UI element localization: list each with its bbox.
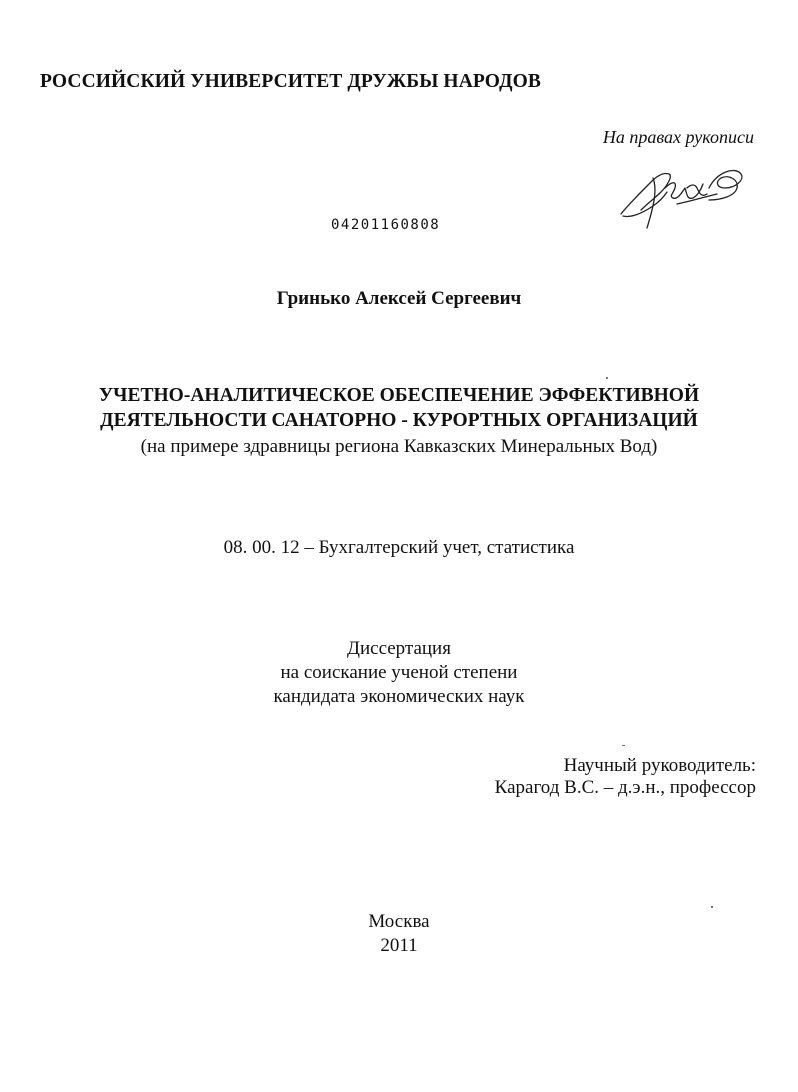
scan-speck — [622, 745, 625, 746]
handwritten-signature — [617, 158, 747, 230]
title-line-2: ДЕЯТЕЛЬНОСТИ САНАТОРНО - КУРОРТНЫХ ОРГАНИЗАЦИЙ — [100, 410, 698, 431]
title-subtitle: (на примере здравницы региона Кавказских Минеральных Вод) — [140, 436, 658, 457]
title-line-1: УЧЕТНО-АНАЛИТИЧЕСКОЕ ОБЕСПЕЧЕНИЕ ЭФФЕКТИВНОЙ — [98, 385, 700, 406]
registration-number: 04201160808 — [331, 217, 441, 233]
year: 2011 — [380, 935, 418, 956]
university-name: РОССИЙСКИЙ УНИВЕРСИТЕТ ДРУЖБЫ НАРОДОВ — [40, 71, 541, 92]
dissertation-field-line: кандидата экономических наук — [273, 686, 525, 707]
rights-note: На правах рукописи — [602, 127, 754, 147]
scan-speck — [711, 906, 713, 908]
dissertation-degree-line: на соискание ученой степени — [280, 662, 518, 683]
specialty-code: 08. 00. 12 – Бухгалтерский учет, статистика — [223, 537, 575, 558]
author-name: Гринько Алексей Сергеевич — [276, 288, 522, 309]
city: Москва — [368, 911, 430, 932]
advisor-name: Карагод В.С. – д.э.н., профессор — [494, 777, 756, 798]
scan-speck — [606, 377, 608, 379]
advisor-label: Научный руководитель: — [563, 755, 756, 776]
dissertation-type: Диссертация — [347, 638, 451, 659]
